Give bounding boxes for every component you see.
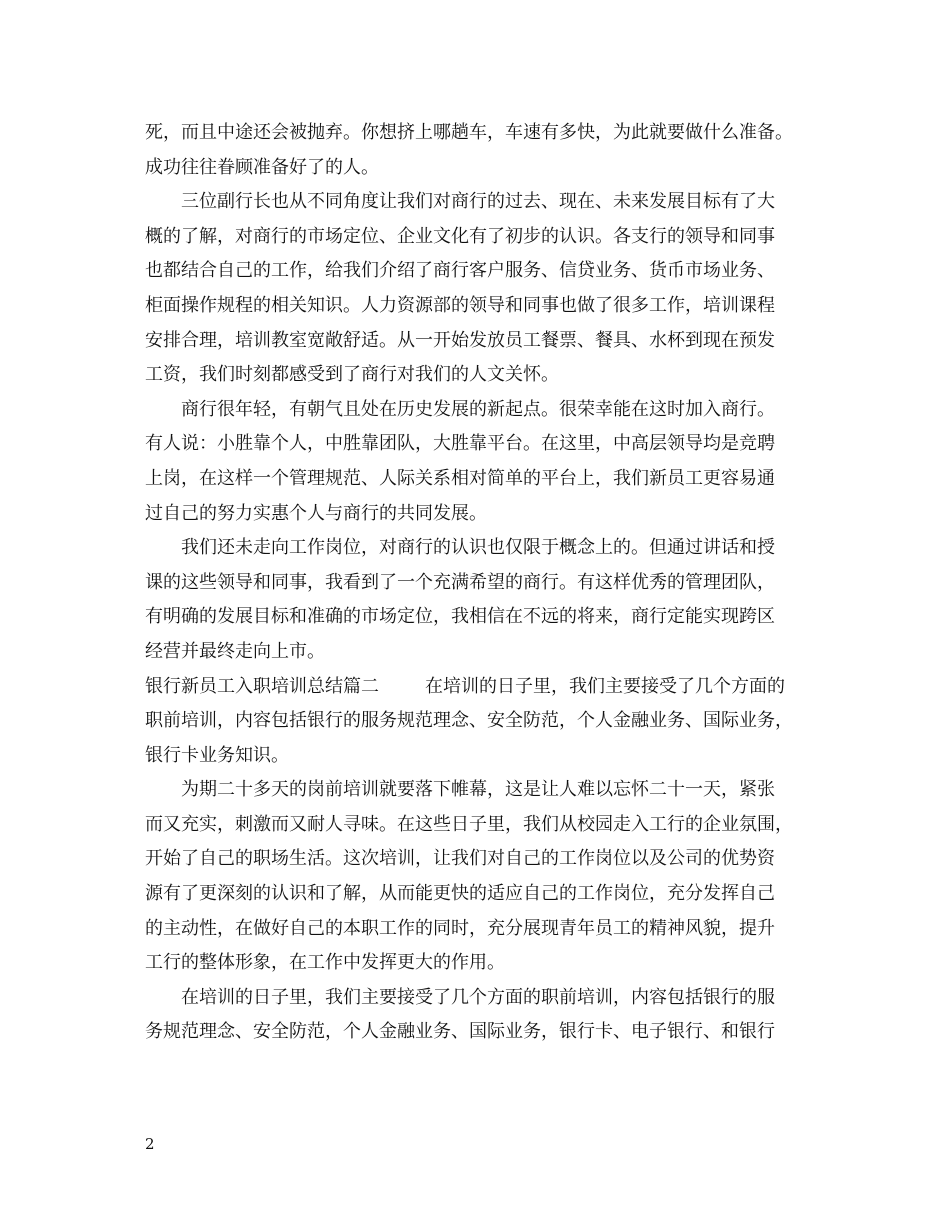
text-line: 概的了解，对商行的市场定位、企业文化有了初步的认识。各支行的领导和同事 — [145, 225, 775, 247]
text-line: 柜面操作规程的相关知识。人力资源部的领导和同事也做了很多工作，培训课程 — [145, 294, 775, 316]
text-line: 工资，我们时刻都感受到了商行对我们的人文关怀。 — [145, 364, 559, 386]
paragraph-start-line: 为期二十多天的岗前培训就要落下帷幕，这是让人难以忘怀二十一天，紧张 — [181, 779, 775, 801]
text-line: 经营并最终走向上市。 — [145, 640, 325, 662]
text-line: 有人说：小胜靠个人，中胜靠团队，大胜靠平台。在这里，中高层领导均是竞聘 — [145, 433, 775, 455]
text-line: 安排合理，培训教室宽敞舒适。从一开始发放员工餐票、餐具、水杯到现在预发 — [145, 329, 775, 351]
text-line: 有明确的发展目标和准确的市场定位，我相信在不远的将来，商行定能实现跨区 — [145, 606, 775, 628]
document-body — [145, 116, 815, 1050]
text-line: 课的这些领导和同事，我看到了一个充满希望的商行。有这样优秀的管理团队， — [145, 571, 775, 593]
paragraph-start-line: 我们还未走向工作岗位，对商行的认识也仅限于概念上的。但通过讲话和授 — [181, 537, 775, 559]
text-line: 而又充实，刺激而又耐人寻味。在这些日子里，我们从校园走入工行的企业氛围， — [145, 813, 793, 835]
text-line: 上岗，在这样一个管理规范、人际关系相对简单的平台上，我们新员工更容易通 — [145, 467, 775, 489]
paragraph-start-line: 在培训的日子里，我们主要接受了几个方面的职前培训，内容包括银行的服 — [181, 986, 775, 1008]
text-line: 过自己的努力实惠个人与商行的共同发展。 — [145, 502, 487, 524]
text-line: 银行卡业务知识。 — [145, 744, 289, 766]
paragraph-start-line: 商行很年轻，有朝气且处在历史发展的新起点。很荣幸能在这时加入商行。 — [181, 398, 775, 420]
text-line: 工行的整体形象，在工作中发挥更大的作用。 — [145, 952, 505, 974]
text-line: 职前培训，内容包括银行的服务规范理念、安全防范，个人金融业务、国际业务， — [145, 710, 793, 732]
text-line: 源有了更深刻的认识和了解，从而能更快的适应自己的工作岗位，充分发挥自己 — [145, 883, 775, 905]
text-line: 的主动性，在做好自己的本职工作的同时，充分展现青年员工的精神风貌，提升 — [145, 917, 775, 939]
section-title: 银行新员工入职培训总结篇二 — [145, 675, 379, 697]
paragraph-start-line: 三位副行长也从不同角度让我们对商行的过去、现在、未来发展目标有了大 — [181, 191, 775, 213]
page-number: 2 — [145, 1135, 155, 1153]
text-line: 务规范理念、安全防范，个人金融业务、国际业务，银行卡、电子银行、和银行 — [145, 1021, 775, 1043]
text-line: 也都结合自己的工作，给我们介绍了商行客户服务、信贷业务、货币市场业务、 — [145, 260, 775, 282]
section-heading-line — [145, 670, 815, 705]
text-line: 开始了自己的职场生活。这次培训，让我们对自己的工作岗位以及公司的优势资 — [145, 848, 775, 870]
text-line: 死，而且中途还会被抛弃。你想挤上哪趟车，车速有多快，为此就要做什么准备。 — [145, 122, 793, 143]
section-first-line: 在培训的日子里，我们主要接受了几个方面的 — [425, 675, 785, 697]
text-line: 成功往往眷顾准备好了的人。 — [145, 156, 379, 178]
